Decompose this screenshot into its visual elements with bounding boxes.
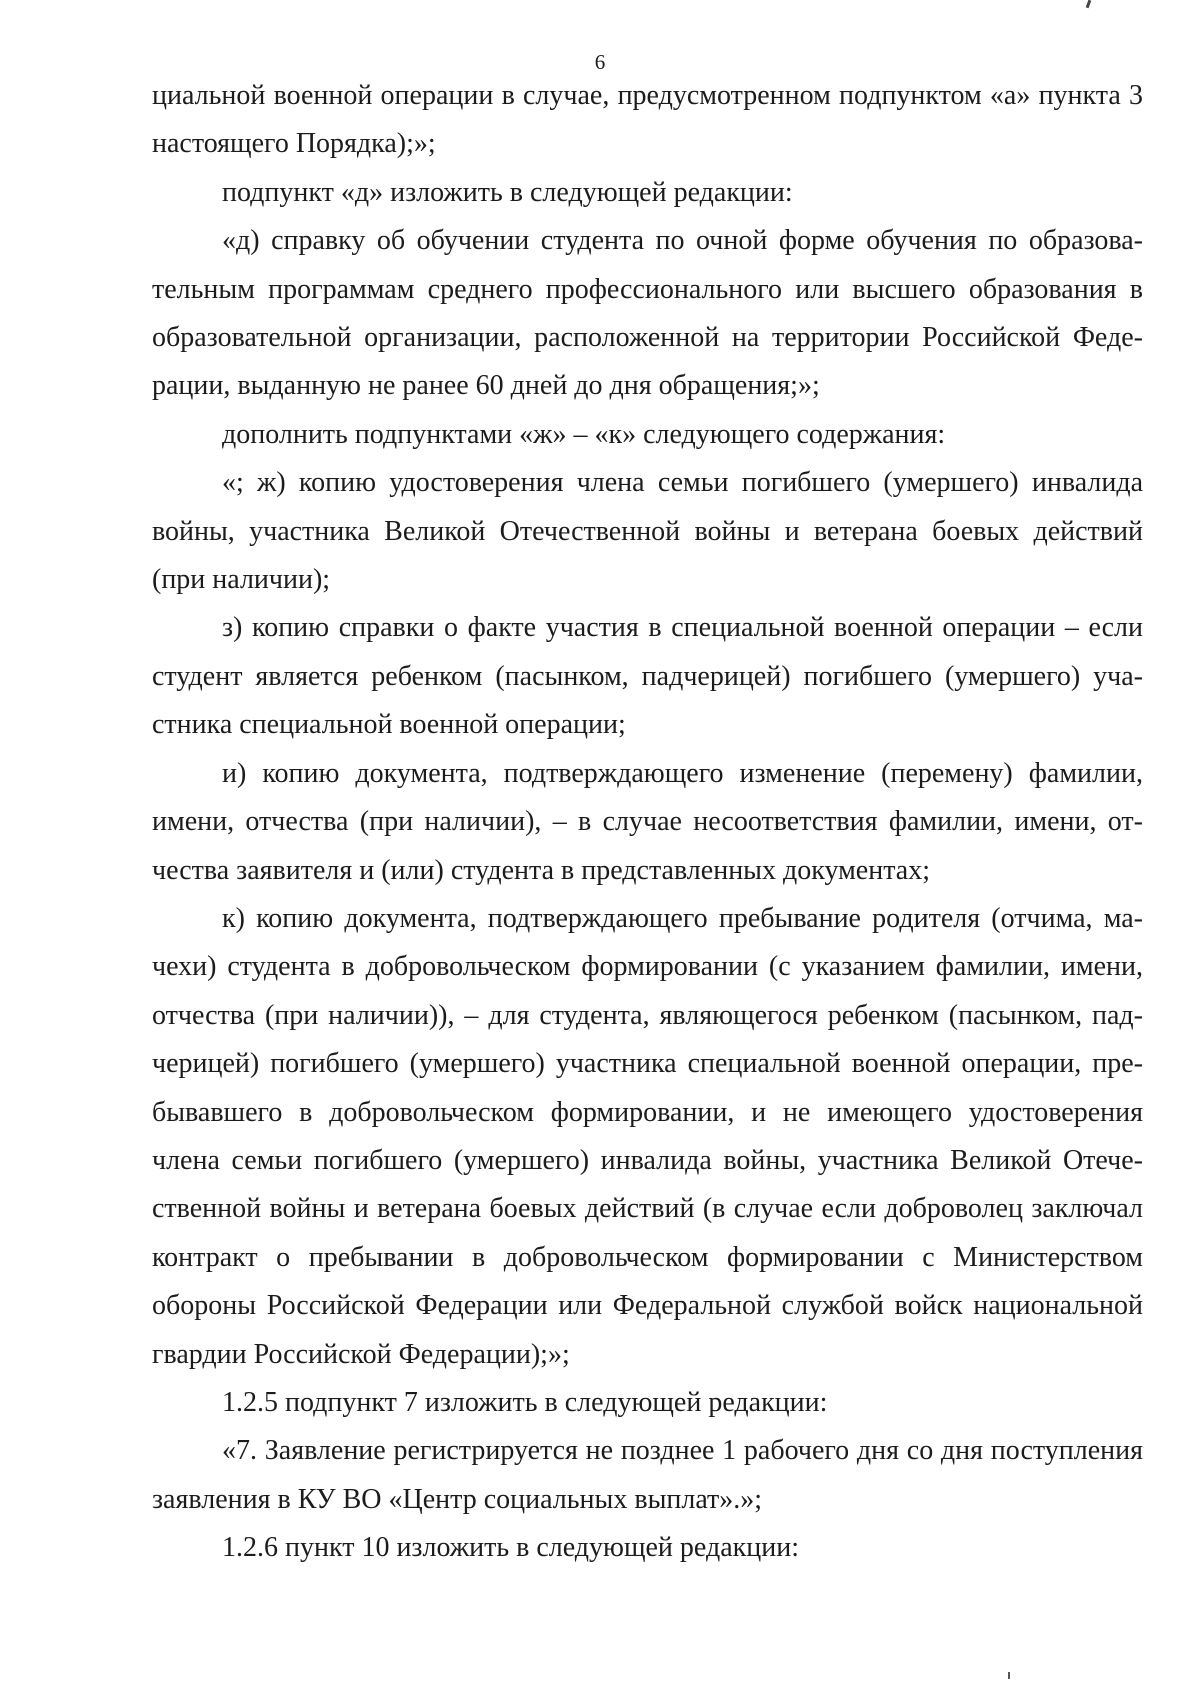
paragraph-subitem-zh: «; ж) копию удостоверения члена семьи погибшего (умершего) инвалида войны, участника Великой Отечественной войны и ветерана боевых действий (при наличии);: [152, 467, 1143, 596]
paragraph-item-7-text: «7. Заявление регистрируется не позднее 1 рабочего дня со дня поступления заявления в КУ ВО «Центр социальных выплат».»;: [152, 1435, 1143, 1515]
paragraph-clause-1-2-5: 1.2.5 подпункт 7 изложить в следующей редакции:: [222, 1386, 828, 1418]
paragraph-subitem-d-heading: подпункт «д» изложить в следующей редакции:: [222, 176, 793, 208]
paragraph-subitem-k: к) копию документа, подтверждающего пребывание родителя (отчима, мачехи) студента в добровольческом формировании (с указанием фамилии, имени, отчества (при наличии)), – для студента, являющегося ребенком (пасынком, падчерицей) погибшего (умершего) участника специальной военной операции, пребывавшего в добровольческом формировании, и не имеющего удостоверения члена семьи погибшего (умершего) инвалида войны, участника Великой Отечественной войны и ветерана боевых действий (в случае если доброволец заключал контракт о пребывании в добровольческом формировании с Министерством обороны Российской Федерации или Федеральной службой войск национальной гвардии Российской Федерации);»;: [152, 902, 1143, 1370]
paragraph-subitem-d-text: «д) справку об обучении студента по очной форме обучения по образовательным программам среднего профессионального или высшего образования в образовательной организации, расположенной на территории Российской Федерации, выданную не ранее 60 дней до дня обращения;»;: [152, 225, 1143, 402]
scan-artifact-mark: [1086, 0, 1092, 8]
paragraph-continuation: циальной военной операции в случае, предусмотренном подпунктом «а» пункта 3 настоящего Порядка);»;: [152, 80, 1143, 160]
paragraph-supplement-heading: дополнить подпунктами «ж» – «к» следующего содержания:: [222, 418, 946, 450]
scan-artifact-mark-bottom: [1008, 1672, 1010, 1679]
paragraph-subitem-i: и) копию документа, подтверждающего изменение (перемену) фамилии, имени, отчества (при наличии), – в случае несоответствия фамилии, имени, отчества заявителя и (или) студента в представленных документах;: [152, 757, 1143, 886]
page-number: 6: [594, 50, 606, 74]
document-body: [152, 72, 1143, 1573]
paragraph-subitem-z: з) копию справки о факте участия в специальной военной операции – если студент является ребенком (пасынком, падчерицей) погибшего (умершего) участника специальной военной операции;: [152, 612, 1143, 741]
paragraph-clause-1-2-6: 1.2.6 пункт 10 изложить в следующей редакции:: [222, 1532, 799, 1564]
